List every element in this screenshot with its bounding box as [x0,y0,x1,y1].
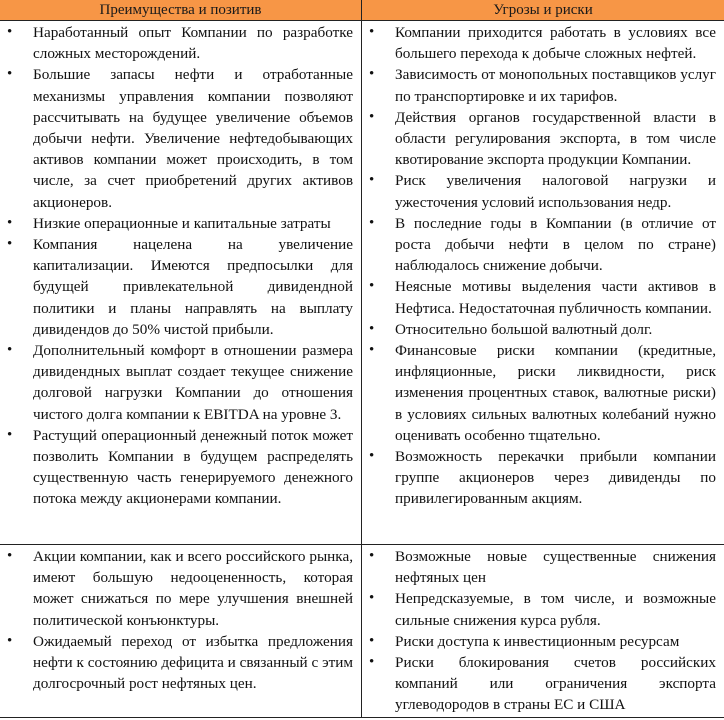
bullet-dot-icon: • [369,66,375,83]
list-item [0,64,353,212]
threats-cell [362,21,724,544]
list-item-text: Низкие операционные и капитальные затраты [33,214,331,232]
list-item [362,546,716,588]
list-item [362,340,716,446]
list-item-text: Ожидаемый переход от избытка предложения нефти к состоянию дефицита и связанный с этим долгосрочный рост нефтяных цен. [33,632,353,693]
advantages-list [0,22,353,510]
list-item [362,213,716,277]
list-item-text: Компания нацелена на увеличение капитализации. Имеются предпосылки для будущей привлекательной дивидендной политики и планы направлять на выплату дивидендов до 50% чистой прибыли. [33,236,353,338]
list-item-text: В последние годы в Компании (в отличие от роста добычи нефти в целом по стране) наблюдалось снижение добычи. [395,214,716,275]
list-item [362,276,716,318]
list-item [0,234,353,340]
list-item [362,446,716,510]
external-risks-cell [362,545,724,717]
list-item [362,652,716,716]
bullet-dot-icon: • [369,548,375,564]
list-item [0,631,353,695]
bullet-dot-icon: • [7,66,13,83]
list-item-text: Действия органов государственной власти в области регулирования экспорта, в том числе квотирование экспорта продукции Компании. [395,108,716,169]
bullet-dot-icon: • [7,548,13,564]
bullet-dot-icon: • [369,448,375,465]
bullet-dot-icon: • [369,214,375,231]
advantages-cell [0,21,362,544]
list-item [0,425,353,510]
list-item-text: Риск увеличения налоговой нагрузки и ужесточения условий использования недр. [395,172,716,211]
list-item [0,22,353,64]
list-item-text: Дополнительный комфорт в отношении размера дивидендных выплат создает текущее снижение долговой нагрузки Компании до отношения чистого долга компании к EBITDA на уровне 3. [33,342,353,423]
bullet-dot-icon: • [369,24,375,40]
list-item-text: Риски блокирования счетов российских компаний или ограничения экспорта углеводородов в страны ЕС и США [395,654,716,714]
bullet-dot-icon: • [7,632,13,649]
bullet-dot-icon: • [7,236,13,253]
table-header [0,0,724,21]
table-row-external [0,545,724,718]
list-item-text: Растущий операционный денежный поток может позволить Компании в будущем распределять существенную часть генерируемого денежного потока между акционерами компании. [33,426,353,508]
bullet-dot-icon: • [369,278,375,295]
list-item-text: Неясные мотивы выделения части активов в Нефтиса. Недостаточная публичность компании. [395,278,716,317]
opportunities-list [0,546,353,694]
header-advantages: Преимущества и позитив [0,0,362,20]
bullet-dot-icon: • [369,342,375,359]
list-item-text: Возможность перекачки прибыли компании группе акционеров через дивиденды по привилегированным акциям. [395,448,716,508]
list-item-text: Большие запасы нефти и отработанные механизмы управления компании позволяют рассчитывать на будущее увеличение объемов добычи нефти. Увеличение нефтедобывающих активов компании может происходить, в том числе, за счет приобретений других активов акционеров. [33,66,353,211]
list-item-text: Зависимость от монопольных поставщиков услуг по транспортировке и их тарифов. [395,66,717,105]
bullet-dot-icon: • [369,590,375,607]
bullet-dot-icon: • [7,24,13,40]
header-threats: Угрозы и риски [493,2,593,18]
bullet-dot-icon: • [369,172,375,189]
opportunities-cell [0,545,362,717]
list-item [362,588,716,630]
list-item [362,170,716,212]
bullet-dot-icon: • [7,214,13,231]
list-item-text: Возможные новые существенные снижения нефтяных цен [395,548,716,587]
list-item [362,64,716,106]
list-item-text: Риски доступа к инвестиционным ресурсам [395,632,680,650]
list-item-text: Непредсказуемые, в том числе, и возможные сильные снижения курса рубля. [395,590,716,629]
list-item [362,22,716,64]
bullet-dot-icon: • [7,342,13,359]
list-item [0,213,353,234]
list-item [0,546,353,631]
list-item [362,631,716,652]
bullet-dot-icon: • [369,108,375,125]
list-item [362,107,716,171]
bullet-dot-icon: • [369,320,375,337]
bullet-dot-icon: • [369,654,375,671]
list-item [362,319,716,340]
bullet-dot-icon: • [369,632,375,649]
list-item-text: Наработанный опыт Компании по разработке сложных месторождений. [33,24,353,63]
list-item-text: Компании приходится работать в условиях все большего перехода к добыче сложных нефтей. [395,24,716,63]
list-item-text: Относительно большой валютный долг. [395,320,653,338]
table-row-internal [0,21,724,545]
list-item [0,340,353,425]
list-item-text: Акции компании, как и всего российского рынка, имеют большую недооцененность, которая может снижаться по мере улучшения внешней политической конъюнктуры. [33,548,353,629]
threats-list [362,22,716,510]
bullet-dot-icon: • [7,426,13,443]
external-risks-list [362,546,716,716]
list-item-text: Финансовые риски компании (кредитные, инфляционные, риски ликвидности, риск изменения процентных ставок, валютные риски) в условиях сильных валютных колебаний нужно оценивать особенно тщательно. [395,342,716,444]
